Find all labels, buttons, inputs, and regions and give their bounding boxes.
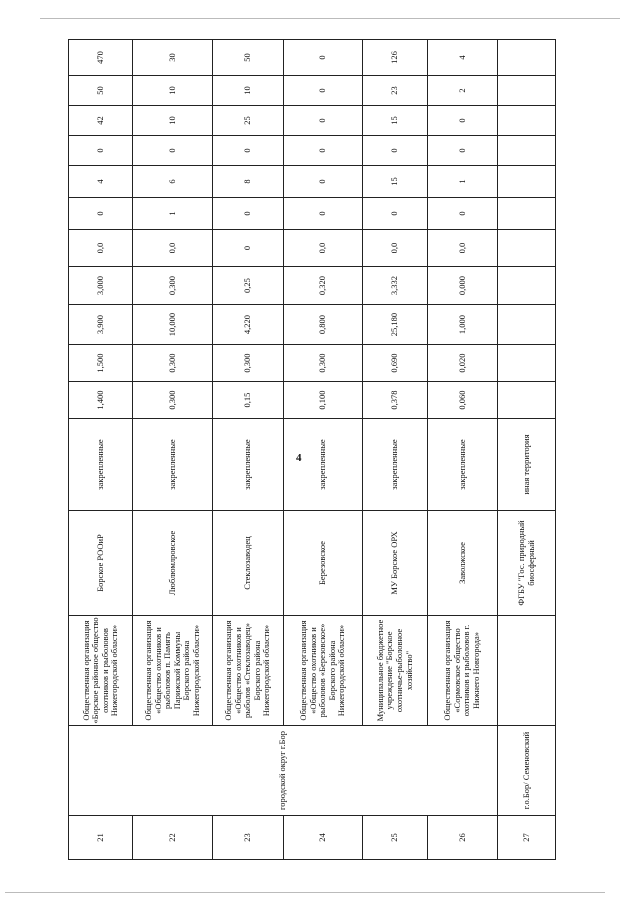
organization-cell bbox=[498, 616, 556, 726]
value-cell bbox=[498, 40, 556, 76]
value-cell: 0,0 bbox=[427, 230, 498, 267]
value-cell: 470 bbox=[69, 40, 133, 76]
value-cell: 0,300 bbox=[283, 345, 363, 382]
hunting-area-cell: Стеклозаводец bbox=[212, 511, 283, 616]
value-cell bbox=[498, 230, 556, 267]
organization-cell: Общественная организация «Общество охотников и рыболов «Стеклозаводец» Борского района Нижегородской области» bbox=[212, 616, 283, 726]
value-cell bbox=[498, 267, 556, 305]
hunting-grounds-table bbox=[68, 39, 556, 860]
value-cell: 30 bbox=[133, 40, 213, 76]
category-cell: закрепленные bbox=[283, 419, 363, 511]
hunting-area-cell: МУ Борское ОРХ bbox=[363, 511, 427, 616]
value-cell: 0 bbox=[283, 106, 363, 136]
value-cell: 0,378 bbox=[363, 382, 427, 419]
category-cell: иная территория bbox=[498, 419, 556, 511]
value-cell: 0 bbox=[283, 198, 363, 230]
value-cell: 0 bbox=[69, 136, 133, 166]
value-cell: 50 bbox=[69, 76, 133, 106]
value-cell: 0 bbox=[363, 136, 427, 166]
hunting-area-cell: Люблюмлровское bbox=[133, 511, 213, 616]
value-cell: 0 bbox=[283, 136, 363, 166]
value-cell: 1,500 bbox=[69, 345, 133, 382]
row-number: 21 bbox=[69, 816, 133, 860]
value-cell: 6 bbox=[133, 166, 213, 198]
value-cell: 23 bbox=[363, 76, 427, 106]
value-cell: 0,25 bbox=[212, 267, 283, 305]
value-cell bbox=[498, 136, 556, 166]
category-cell: закрепленные bbox=[133, 419, 213, 511]
value-cell: 3,332 bbox=[363, 267, 427, 305]
value-cell: 10,000 bbox=[133, 305, 213, 345]
value-cell bbox=[498, 76, 556, 106]
value-cell: 0,000 bbox=[427, 267, 498, 305]
value-cell bbox=[498, 166, 556, 198]
value-cell: 15 bbox=[363, 106, 427, 136]
value-cell: 0,020 bbox=[427, 345, 498, 382]
row-number: 26 bbox=[427, 816, 498, 860]
category-cell: закрепленные bbox=[363, 419, 427, 511]
hunting-area-cell: Борское РООиР bbox=[69, 511, 133, 616]
organization-cell: Муниципальное бюджетное учреждение "Борское охотничье-рыболовное хозяйство" bbox=[363, 616, 427, 726]
value-cell: 10 bbox=[133, 106, 213, 136]
value-cell: 0,690 bbox=[363, 345, 427, 382]
value-cell: 0 bbox=[283, 166, 363, 198]
value-cell bbox=[498, 305, 556, 345]
value-cell: 50 bbox=[212, 40, 283, 76]
organization-cell: Общественная организация «Общество охотников и рыболовов п. Память Парижской Коммуны Борского района Нижегородской области» bbox=[133, 616, 213, 726]
value-cell bbox=[498, 106, 556, 136]
value-cell: 0,15 bbox=[212, 382, 283, 419]
value-cell: 25,180 bbox=[363, 305, 427, 345]
value-cell bbox=[498, 382, 556, 419]
hunting-area-cell: ФГБУ "Гос. природный биосферный bbox=[498, 511, 556, 616]
value-cell: 0,800 bbox=[283, 305, 363, 345]
value-cell: 3,000 bbox=[69, 267, 133, 305]
row-number: 22 bbox=[133, 816, 213, 860]
value-cell: 10 bbox=[133, 76, 213, 106]
value-cell: 0 bbox=[69, 198, 133, 230]
value-cell: 0 bbox=[212, 136, 283, 166]
organization-cell: Общественная организация «Борское районное общество охотников и рыболовов Нижегородской области» bbox=[69, 616, 133, 726]
value-cell bbox=[498, 345, 556, 382]
value-cell: 0,0 bbox=[283, 230, 363, 267]
row-number: 24 bbox=[283, 816, 363, 860]
category-cell: закрепленные bbox=[69, 419, 133, 511]
value-cell: 0 bbox=[133, 136, 213, 166]
value-cell: 10 bbox=[212, 76, 283, 106]
hunting-area-cell: Березовское bbox=[283, 511, 363, 616]
value-cell: 4,220 bbox=[212, 305, 283, 345]
value-cell: 4 bbox=[69, 166, 133, 198]
value-cell: 0 bbox=[283, 76, 363, 106]
table-row bbox=[69, 40, 133, 860]
row-number: 23 bbox=[212, 816, 283, 860]
value-cell: 25 bbox=[212, 106, 283, 136]
category-cell: закрепленные bbox=[427, 419, 498, 511]
value-cell: 1,400 bbox=[69, 382, 133, 419]
value-cell: 1,000 bbox=[427, 305, 498, 345]
value-cell: 0,0 bbox=[133, 230, 213, 267]
value-cell: 3,900 bbox=[69, 305, 133, 345]
value-cell: 0 bbox=[212, 198, 283, 230]
value-cell: 0,0 bbox=[69, 230, 133, 267]
value-cell: 42 bbox=[69, 106, 133, 136]
table-row bbox=[498, 40, 556, 860]
top-scan-line bbox=[40, 18, 620, 19]
value-cell: 0,300 bbox=[133, 382, 213, 419]
value-cell: 0,100 bbox=[283, 382, 363, 419]
value-cell: 1 bbox=[427, 166, 498, 198]
value-cell: 4 bbox=[427, 40, 498, 76]
district-cell: г.о.Бор/ Семеновский bbox=[498, 726, 556, 816]
category-cell: закрепленные bbox=[212, 419, 283, 511]
value-cell: 0,300 bbox=[133, 345, 213, 382]
value-cell: 8 bbox=[212, 166, 283, 198]
row-number: 27 bbox=[498, 816, 556, 860]
value-cell: 0 bbox=[363, 198, 427, 230]
value-cell: 0 bbox=[212, 230, 283, 267]
rotated-table-container bbox=[68, 51, 556, 860]
value-cell: 0 bbox=[427, 106, 498, 136]
value-cell: 0 bbox=[427, 136, 498, 166]
value-cell: 0 bbox=[427, 198, 498, 230]
value-cell bbox=[498, 198, 556, 230]
value-cell: 0,060 bbox=[427, 382, 498, 419]
value-cell: 0,0 bbox=[363, 230, 427, 267]
value-cell: 2 bbox=[427, 76, 498, 106]
value-cell: 126 bbox=[363, 40, 427, 76]
value-cell: 0,300 bbox=[133, 267, 213, 305]
value-cell: 0,300 bbox=[212, 345, 283, 382]
row-number: 25 bbox=[363, 816, 427, 860]
district-cell: городской округ г.Бор bbox=[69, 726, 498, 816]
organization-cell: Общественная организация «Сормовское общество охотников и рыболовов г. Нижнего Новгорода» bbox=[427, 616, 498, 726]
value-cell: 15 bbox=[363, 166, 427, 198]
value-cell: 0,320 bbox=[283, 267, 363, 305]
value-cell: 1 bbox=[133, 198, 213, 230]
bottom-scan-line bbox=[5, 892, 605, 893]
page-number: 4 bbox=[296, 452, 302, 464]
value-cell: 0 bbox=[283, 40, 363, 76]
hunting-area-cell: Заволжское bbox=[427, 511, 498, 616]
organization-cell: Общественная организация «Общество охотников и рыболовов «Березовское» Борского района Нижегородской области» bbox=[283, 616, 363, 726]
